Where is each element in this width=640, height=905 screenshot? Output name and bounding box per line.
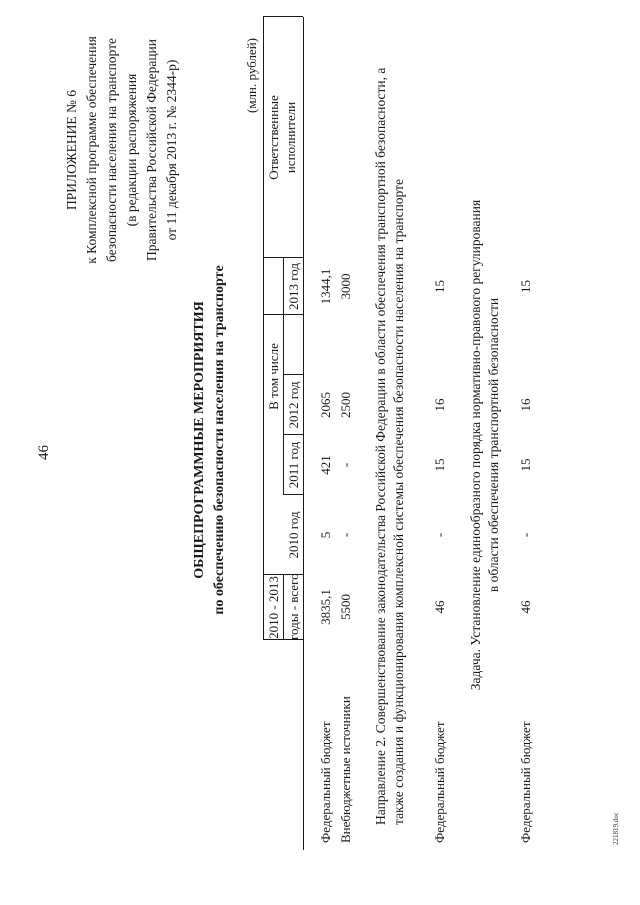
row-2012: 16: [518, 398, 533, 412]
row-2010: 5: [318, 531, 333, 539]
row-total: 3835,1: [318, 589, 333, 625]
row-2012: 2065: [318, 392, 333, 418]
row-2013: 15: [432, 280, 447, 293]
subtitle-line: по обеспечению безопасности населения на транспорте: [212, 265, 227, 615]
col-header-total: годы - всего: [286, 573, 301, 640]
row-2011: 15: [518, 458, 533, 472]
col-header-responsible: [265, 17, 299, 258]
col-header-including: В том числе: [266, 343, 281, 410]
row-2012: 2500: [338, 392, 353, 418]
row-total: 46: [518, 600, 533, 614]
col-header-2010: 2010 год: [286, 511, 301, 559]
row-2010: -: [338, 532, 353, 538]
row-2013: 3000: [338, 273, 353, 300]
task-line: в области обеспечения транспортной безопасности: [486, 297, 501, 593]
row-2010: -: [432, 532, 447, 538]
appendix-line: безопасности населения на транспорте: [104, 37, 119, 263]
table-header-border: [303, 17, 304, 850]
row-2010: -: [518, 532, 533, 538]
col-header-responsible-line: Ответственные: [266, 95, 281, 180]
row-2011: 421: [318, 455, 333, 475]
appendix-line: (в редакции распоряжения: [124, 73, 139, 227]
table-subheader-border: [283, 575, 284, 640]
row-label: Федеральный бюджет: [518, 721, 533, 843]
row-label: Федеральный бюджет: [432, 721, 447, 843]
row-2013: 1344,1: [318, 268, 333, 305]
row-2011: 15: [432, 458, 447, 472]
row-label: Внебюджетные источники: [338, 696, 353, 843]
col-header-responsible-line: исполнители: [283, 101, 298, 174]
appendix-line: ПРИЛОЖЕНИЕ № 6: [64, 89, 79, 211]
task-text: [467, 145, 503, 745]
document-title: [190, 210, 230, 670]
row-2013: 15: [518, 280, 533, 293]
row-total: 5500: [338, 594, 353, 620]
appendix-line: от 11 декабря 2013 г. № 2344-р): [164, 59, 179, 241]
footer-filename: 221819.doc: [612, 812, 620, 845]
page-number: 46: [36, 445, 52, 460]
col-header-2013: 2013 год: [286, 263, 301, 310]
title-line: ОБЩЕПРОГРАММНЫЕ МЕРОПРИЯТИЯ: [192, 301, 207, 579]
row-2011: -: [338, 462, 353, 468]
task-line: Задача. Установление единообразного порядка нормативно-правового регулирования: [468, 199, 483, 691]
col-header-2012: 2012 год: [286, 381, 301, 429]
appendix-line: к Комплексной программе обеспечения: [84, 36, 99, 264]
appendix-line: Правительства Российской Федерации: [144, 39, 159, 261]
col-header-period: 2010 - 2013: [266, 576, 281, 639]
row-total: 46: [432, 600, 447, 614]
appendix-header: [62, 15, 182, 285]
table-subheader-border: [283, 258, 284, 495]
row-2012: 16: [432, 398, 447, 412]
direction-text: Направление 2. Совершенствование законодательства Российской Федерации в области обеспечения транспортной безопасности, а также создания и функционирования комплексной системы обеспечения безопасности населения на транспорте: [373, 67, 406, 825]
col-header-2011: 2011 год: [286, 441, 301, 489]
row-label: Федеральный бюджет: [318, 721, 333, 843]
table-top-border: [263, 17, 264, 640]
units-label: (млн. рублей): [244, 38, 259, 113]
